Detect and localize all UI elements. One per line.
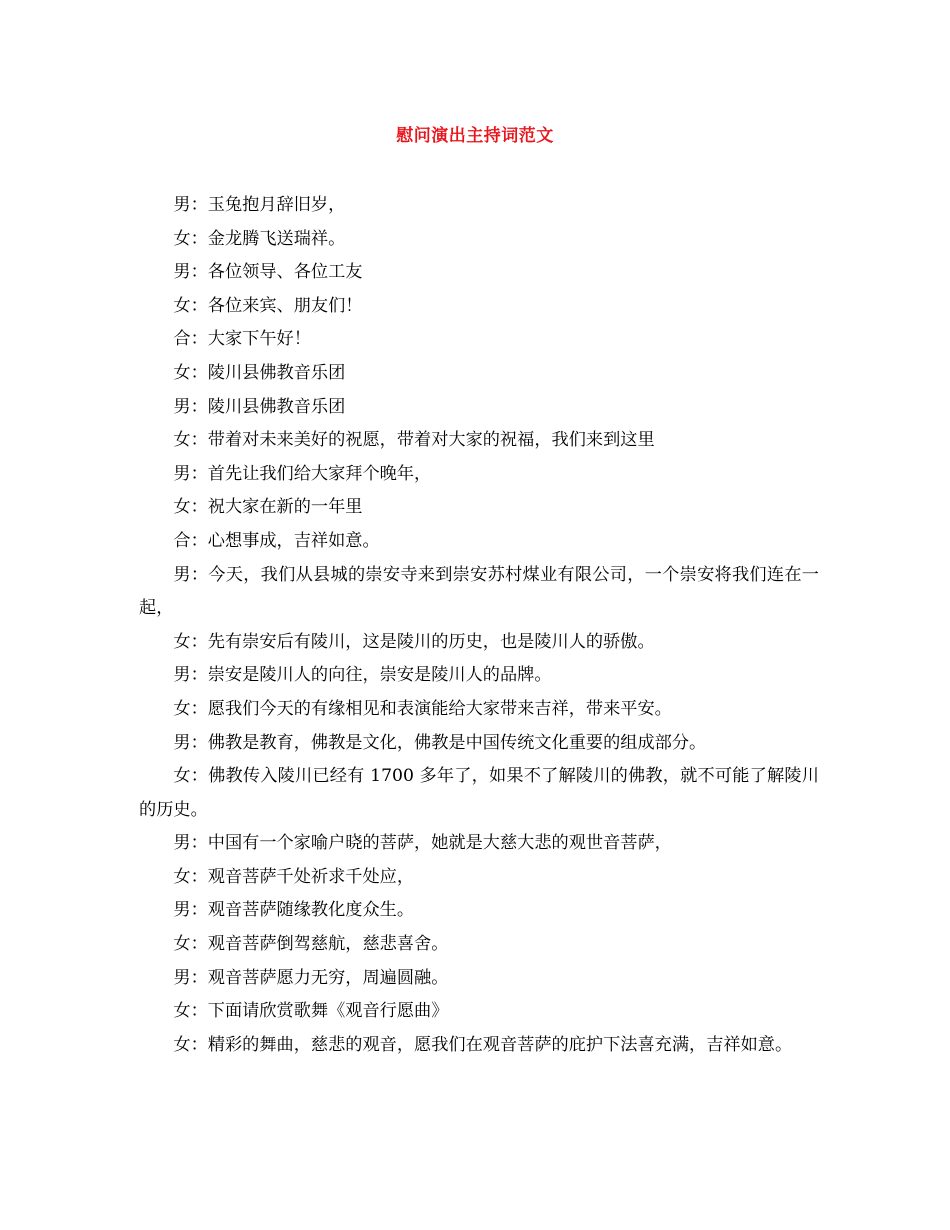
dialogue-line: 女：精彩的舞曲，慈悲的观音，愿我们在观音菩萨的庇护下法喜充满，吉祥如意。 <box>173 1034 793 1055</box>
dialogue-line: 男：观音菩萨随缘教化度众生。 <box>173 900 415 921</box>
dialogue-line: 合：心想事成，吉祥如意。 <box>173 530 380 551</box>
dialogue-line: 合：大家下午好！ <box>173 329 311 350</box>
dialogue-line: 女：各位来宾、朋友们！ <box>173 295 363 316</box>
dialogue-line: 男：崇安是陵川人的向往，崇安是陵川人的品牌。 <box>173 665 552 686</box>
dialogue-line: 男：佛教是教育，佛教是文化，佛教是中国传统文化重要的组成部分。 <box>173 732 707 753</box>
document-title: 慰问演出主持词范文 <box>396 126 554 146</box>
dialogue-line: 女：陵川县佛教音乐团 <box>173 362 346 383</box>
dialogue-line: 男：首先让我们给大家拜个晚年， <box>173 463 432 484</box>
dialogue-line: 女：先有崇安后有陵川，这是陵川的历史，也是陵川人的骄傲。 <box>173 631 655 652</box>
dialogue-line: 女：观音菩萨倒驾慈航，慈悲喜舍。 <box>173 934 449 955</box>
dialogue-line: 女：观音菩萨千处祈求千处应， <box>173 866 415 887</box>
dialogue-line: 男：陵川县佛教音乐团 <box>173 396 346 417</box>
dialogue-line: 女：祝大家在新的一年里 <box>173 497 363 518</box>
dialogue-line: 女：佛教传入陵川已经有 1700 多年了，如果不了解陵川的佛教，就不可能了解陵川的历史。 <box>139 766 819 820</box>
dialogue-line: 男：各位领导、各位工友 <box>173 262 363 283</box>
dialogue-line: 女：金龙腾飞送瑞祥。 <box>173 228 346 249</box>
dialogue-line: 男：今天，我们从县城的崇安寺来到崇安苏村煤业有限公司，一个崇安将我们连在一起， <box>139 564 819 619</box>
dialogue-line: 男：玉兔抱月辞旧岁， <box>173 195 346 215</box>
dialogue-line: 女：愿我们今天的有缘相见和表演能给大家带来吉祥，带来平安。 <box>173 698 672 719</box>
dialogue-line: 男：观音菩萨愿力无穷，周遍圆融。 <box>173 967 449 988</box>
dialogue-line: 女：带着对未来美好的祝愿，带着对大家的祝福，我们来到这里 <box>173 430 655 451</box>
document-body <box>139 189 819 1062</box>
dialogue-line: 男：中国有一个家喻户晓的菩萨，她就是大慈大悲的观世音菩萨， <box>173 833 672 854</box>
dialogue-line: 女：下面请欣赏歌舞《观音行愿曲》 <box>173 1001 449 1022</box>
